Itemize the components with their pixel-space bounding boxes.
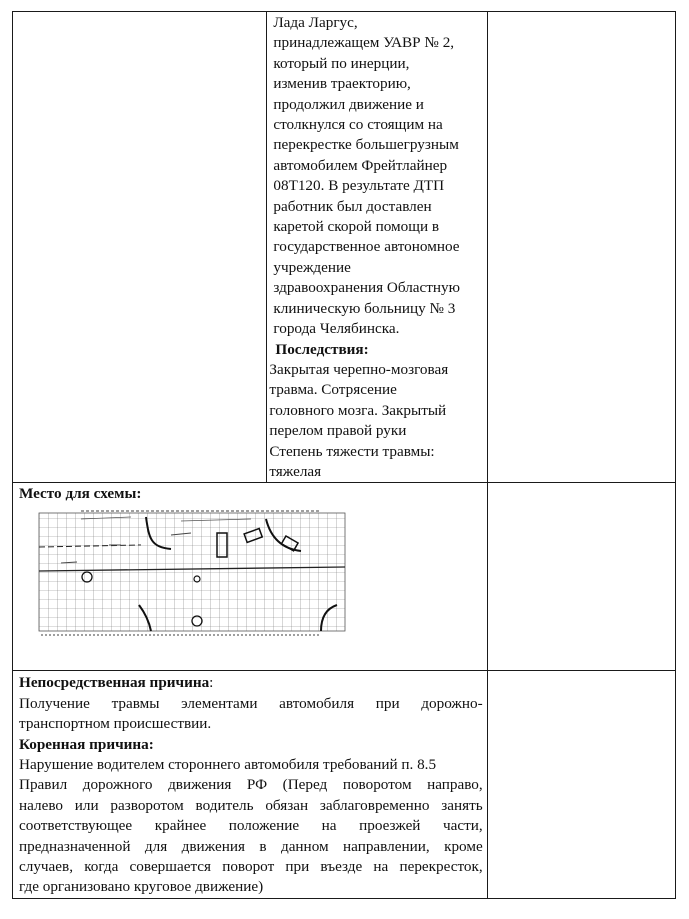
root-cause-line: Нарушение водителем стороннего автомобиля требований п. 8.5 [19, 755, 437, 773]
narrative-line: автомобилем Фрейтлайнер [273, 156, 448, 174]
direct-cause-heading: Непосредственная причина [19, 674, 210, 692]
narrative-line: принадлежащем УАВР № 2, [273, 34, 455, 52]
narrative-line: клиническую больницу № 3 [273, 299, 456, 317]
narrative-line: перекрестке большегрузным [273, 136, 459, 154]
root-cause-heading: Коренная причина: [19, 735, 154, 753]
empty-right-cell [487, 12, 675, 483]
causes-row [13, 671, 676, 898]
narrative-line: продолжил движение и [273, 95, 424, 113]
narrative-line: который по инерции, [273, 54, 410, 72]
scheme-cell [13, 483, 488, 671]
direct-cause-heading-line [19, 673, 483, 693]
consequences-line: Степень тяжести травмы: [269, 442, 435, 460]
scheme-heading: Место для схемы: [19, 485, 142, 503]
root-cause-line: предназначенной для движения в данном направлении, кроме [19, 837, 483, 855]
consequences-line: травма. Сотрясение [269, 381, 397, 399]
consequences-line: головного мозга. Закрытый [269, 401, 447, 419]
narrative-line: государственное автономное [273, 238, 460, 256]
narrative-line: работник был доставлен [273, 197, 432, 215]
narrative-cell [267, 12, 487, 483]
narrative-line: Лада Ларгус, [273, 14, 358, 31]
root-cause-line: где организовано круговое движение) [19, 878, 264, 896]
direct-cause-line: Получение травмы элементами автомобиля при дорожно- [19, 694, 483, 712]
narrative-line: города Челябинска. [273, 320, 400, 338]
narrative-line: столкнулся со стоящим на [273, 116, 443, 134]
consequences-text [267, 360, 486, 482]
root-cause-line: Правил дорожного движения РФ (Перед поворотом направо, [19, 776, 483, 794]
scheme-area [13, 483, 487, 670]
consequences-line: тяжелая [269, 462, 322, 480]
root-cause-line: соответствующее крайнее положение на проезжей части, [19, 817, 483, 835]
narrative-line: изменив траекторию, [273, 75, 411, 93]
direct-cause-line: транспортном происшествии. [19, 715, 212, 733]
narrative [267, 12, 486, 360]
direct-cause-colon: : [209, 674, 214, 692]
empty-left-cell [13, 12, 267, 483]
consequences-heading: Последствия: [275, 340, 369, 358]
narrative-line: каретой скорой помощи в [273, 218, 440, 236]
empty-right-cell [487, 671, 675, 898]
incident-description-row [13, 12, 676, 483]
root-cause-line: налево или разворотом водитель обязан заблаговременно занять [19, 796, 483, 814]
causes-text [13, 671, 487, 897]
consequences-line: Закрытая черепно-мозговая [269, 360, 449, 378]
scheme-row [13, 483, 676, 671]
root-cause-line: случаев, когда совершается поворот при въезде на перекресток, [19, 858, 483, 875]
accident-scheme-drawing [21, 509, 349, 639]
narrative-line: учреждение [273, 258, 351, 276]
causes-cell [13, 671, 488, 898]
incident-table [12, 11, 676, 899]
empty-right-cell [487, 483, 675, 671]
consequences-line: перелом правой руки [269, 422, 407, 440]
narrative-line: здравоохранения Областную [273, 279, 460, 297]
narrative-line: 08T120. В результате ДТП [273, 177, 445, 195]
